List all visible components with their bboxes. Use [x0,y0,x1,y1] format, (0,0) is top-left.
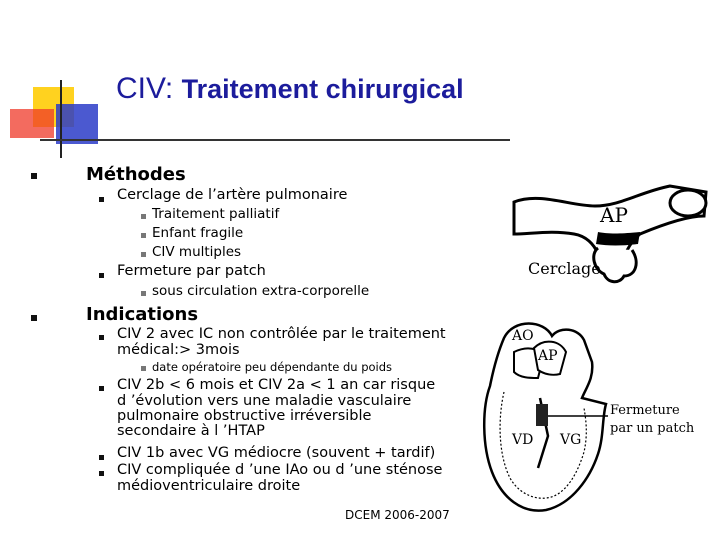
cerclage-item: Traitement palliatif [152,206,280,222]
indication-2-line-1: CIV 2b < 6 mois et CIV 2a < 1 an car risque [117,377,436,393]
label-vg: VG [560,432,582,448]
deco-red-block [10,109,54,138]
bullet-l2 [99,197,104,202]
cerclage-label: Cerclage de l’artère pulmonaire [117,187,348,203]
fermeture-item: sous circulation extra-corporelle [152,283,370,299]
artery-opening [670,190,706,216]
indication-4-line-1: CIV compliquée d ’une IAo ou d ’une sténose [117,462,443,478]
indication-2-line-4: secondaire à l ’HTAP [117,423,265,439]
cerclage-band [596,232,640,246]
patch [536,404,548,426]
label-cerclage: Cerclage [528,259,601,278]
indication-4-line-2: médioventriculaire droite [117,478,301,494]
methodes-heading: Méthodes [86,164,186,185]
label-ao: AO [512,328,534,344]
label-ap: AP [600,203,628,227]
fermeture-label: Fermeture par patch [117,263,266,279]
label-fermeture-1: Fermeture [610,403,680,418]
indication-1-line-2: médical:> 3mois [117,342,240,358]
indication-1-line-1: CIV 2 avec IC non contrôlée par le traitement [117,326,446,342]
label-fermeture-2: par un patch [610,421,695,436]
heart-patch-illustration [474,308,714,528]
title-part-2: Traitement chirurgical [181,74,464,104]
indication-3: CIV 1b avec VG médiocre (souvent + tardif) [117,445,436,461]
cerclage-item: Enfant fragile [152,225,244,241]
bullet-l3 [141,252,146,257]
footer-text: DCEM 2006-2007 [345,508,450,522]
indications-heading: Indications [86,304,199,325]
deco-blue-block [56,104,98,144]
slide-title [116,72,464,106]
label-ap-heart: AP [538,348,558,364]
bullet-l2 [99,335,104,340]
bullet-l3 [141,214,146,219]
bullet-l2 [99,471,104,476]
title-part-1: CIV: [116,72,174,105]
bullet-l3 [141,233,146,238]
bullet-l2 [99,386,104,391]
bullet-l1 [31,173,37,179]
cerclage-item: CIV multiples [152,244,242,260]
bullet-l1 [31,315,37,321]
bullet-l3 [141,291,146,296]
indication-1-sub: date opératoire peu dépendante du poids [152,360,393,374]
indication-2-line-2: d ’évolution vers une maladie vasculaire [117,393,412,409]
label-vd: VD [512,432,534,448]
bullet-l2 [99,455,104,460]
deco-horizontal-line [40,139,510,141]
indication-2-line-3: pulmonaire obstructive irréversible [117,408,372,424]
bullet-l3 [141,366,146,371]
cerclage-illustration [500,172,712,296]
bullet-l2 [99,273,104,278]
deco-vertical-line [60,80,62,158]
